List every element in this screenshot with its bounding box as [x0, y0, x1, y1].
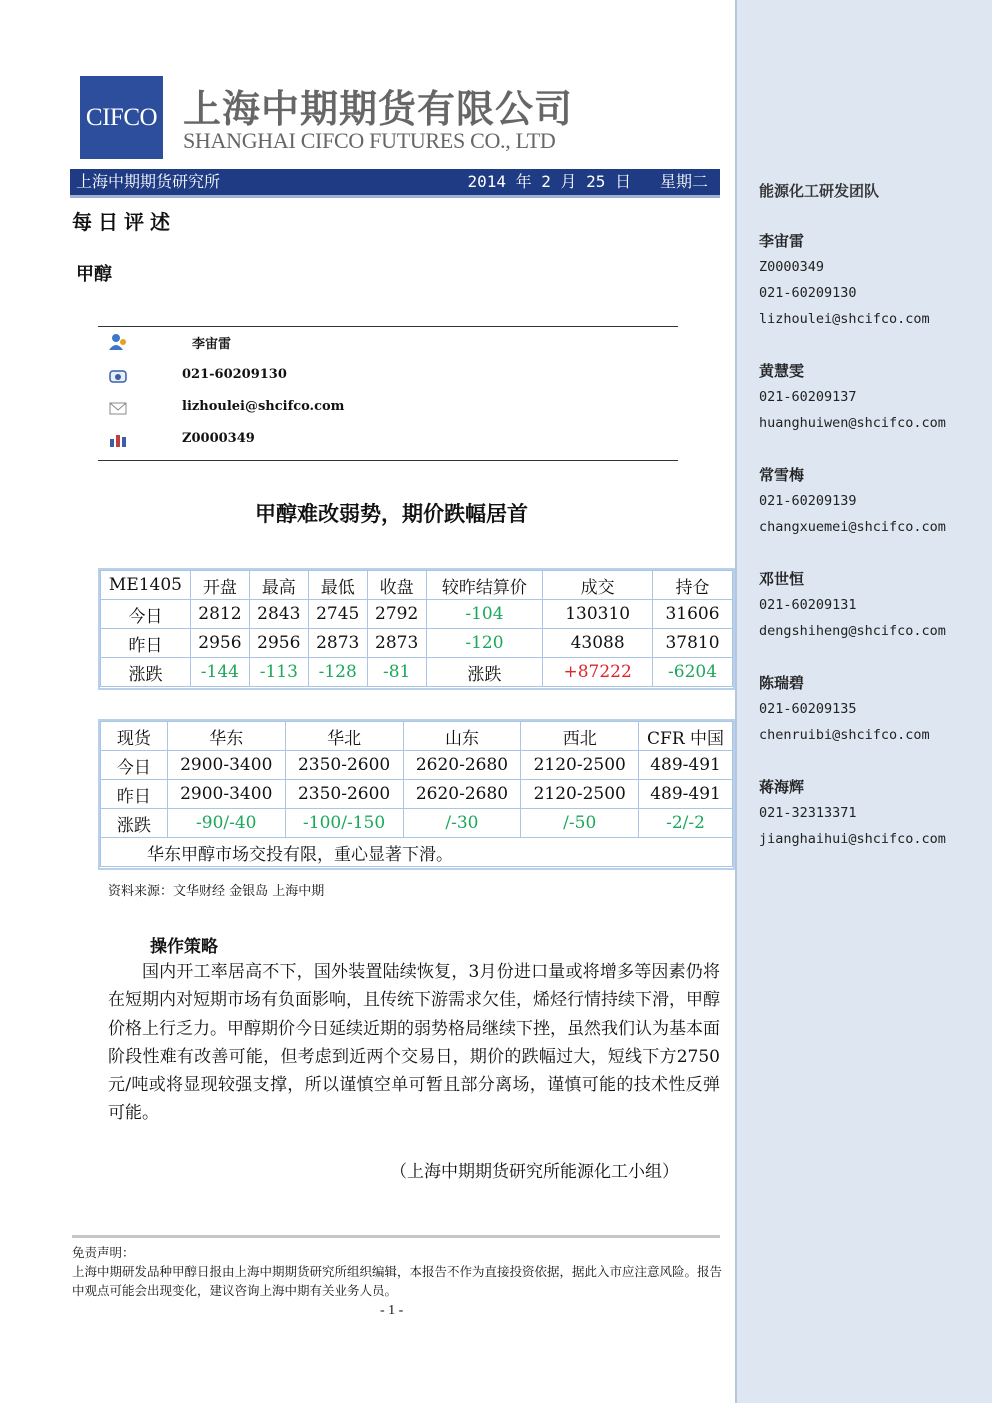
- report-header-bar: [70, 169, 720, 198]
- member-email[interactable]: jianghaihui@shcifco.com: [759, 831, 946, 847]
- table-cell: -81: [367, 658, 426, 687]
- table-cell: -113: [249, 658, 308, 687]
- company-logo: CIFCO: [80, 76, 163, 159]
- table-row: [101, 780, 733, 809]
- table-cell: -90/-40: [167, 809, 285, 838]
- table-cell: 2120-2500: [521, 751, 639, 780]
- member-license: Z0000349: [759, 259, 825, 275]
- table-cell: 涨跌: [426, 658, 543, 687]
- table-cell: 2620-2680: [403, 751, 521, 780]
- table-cell: +87222: [543, 658, 653, 687]
- table-cell: -6204: [653, 658, 733, 687]
- company-name-cn: 上海中期期货有限公司: [183, 87, 574, 131]
- table-cell: 2843: [249, 600, 308, 629]
- sidebar-title: 能源化工研发团队: [759, 182, 880, 200]
- team-member: [759, 774, 946, 852]
- header-cell: 山东: [403, 722, 521, 751]
- disclaimer-body: 上海中期研发品种甲醇日报由上海中期期货研究所组织编辑，本报告不作为直接投资依据，据此入市应注意风险。报告中观点可能会出现变化，建议咨询上海中期有关业务人员。: [72, 1264, 723, 1298]
- contact-email-row: [98, 397, 678, 423]
- table-row: [101, 658, 733, 687]
- table-row: [101, 809, 733, 838]
- member-phone: 021-60209135: [759, 701, 857, 717]
- member-name: 邓世恒: [759, 570, 805, 588]
- contact-license-row: [98, 429, 678, 455]
- table-cell: 2900-3400: [167, 780, 285, 809]
- spot-table: [100, 721, 733, 867]
- member-phone: 021-60209130: [759, 285, 857, 301]
- header-cell: 华东: [167, 722, 285, 751]
- table-cell: 2956: [249, 629, 308, 658]
- person-icon: [108, 333, 128, 351]
- table-row: [101, 600, 733, 629]
- footer-divider: [72, 1235, 720, 1238]
- futures-table: [100, 570, 733, 687]
- header-cell: 较昨结算价: [426, 571, 543, 600]
- header-cell: 最低: [308, 571, 367, 600]
- table-cell: -128: [308, 658, 367, 687]
- table-cell: 今日: [101, 751, 168, 780]
- member-phone: 021-60209131: [759, 597, 857, 613]
- team-member: [759, 462, 946, 540]
- section-title: 每日评述: [72, 210, 176, 234]
- member-email[interactable]: huanghuiwen@shcifco.com: [759, 415, 946, 431]
- table-cell: -2/-2: [639, 809, 733, 838]
- analyst-email[interactable]: lizhoulei@shcifco.com: [182, 399, 345, 414]
- member-email[interactable]: dengshiheng@shcifco.com: [759, 623, 946, 639]
- header-cell: 收盘: [367, 571, 426, 600]
- member-name: 黄慧雯: [759, 362, 805, 380]
- header-cell: CFR 中国: [639, 722, 733, 751]
- table-cell: 2120-2500: [521, 780, 639, 809]
- table-header-row: [101, 722, 733, 751]
- table-note-row: [101, 838, 733, 867]
- table-cell: -100/-150: [285, 809, 403, 838]
- table-cell: 43088: [543, 629, 653, 658]
- header-cell: 华北: [285, 722, 403, 751]
- analyst-name: 李宙雷: [192, 337, 232, 352]
- member-name: 常雪梅: [759, 466, 805, 484]
- member-email[interactable]: changxuemei@shcifco.com: [759, 519, 946, 535]
- strategy-title: 操作策略: [150, 937, 218, 957]
- table-cell: 2745: [308, 600, 367, 629]
- header-cell: ME1405: [101, 571, 191, 600]
- table-row: [101, 629, 733, 658]
- header-cell: 西北: [521, 722, 639, 751]
- date-text: 2014 年 2 月 25 日: [467, 172, 632, 191]
- member-email[interactable]: chenruibi@shcifco.com: [759, 727, 930, 743]
- table-cell: 2812: [190, 600, 249, 629]
- member-phone: 021-32313371: [759, 805, 857, 821]
- table-cell: 2900-3400: [167, 751, 285, 780]
- member-name: 李宙雷: [759, 232, 805, 250]
- contact-name-row: [98, 331, 678, 357]
- research-team-sidebar: [735, 0, 992, 1403]
- team-member: [759, 358, 946, 436]
- member-email[interactable]: lizhoulei@shcifco.com: [759, 311, 930, 327]
- header-cell: 开盘: [190, 571, 249, 600]
- table-cell: 涨跌: [101, 658, 191, 687]
- member-phone: 021-60209139: [759, 493, 857, 509]
- table-cell: 2620-2680: [403, 780, 521, 809]
- analyst-contact-box: [98, 326, 678, 461]
- bar-chart-icon: [108, 431, 128, 449]
- header-cell: 现货: [101, 722, 168, 751]
- report-headline: 甲醇难改弱势，期价跌幅居首: [255, 502, 528, 526]
- market-note: 华东甲醇市场交投有限，重心显著下滑。: [101, 838, 733, 867]
- table-cell: 489-491: [639, 751, 733, 780]
- report-date: [467, 169, 708, 195]
- header-cell: 持仓: [653, 571, 733, 600]
- member-name: 蒋海辉: [759, 778, 805, 796]
- table-cell: /-50: [521, 809, 639, 838]
- header-cell: 最高: [249, 571, 308, 600]
- envelope-icon: [108, 399, 128, 417]
- table-cell: -104: [426, 600, 543, 629]
- table-cell: 今日: [101, 600, 191, 629]
- contact-phone-row: [98, 365, 678, 391]
- analyst-phone: 021-60209130: [182, 367, 287, 382]
- team-member: [759, 228, 930, 332]
- page-number: - 1 -: [380, 1303, 404, 1318]
- table-row: [101, 751, 733, 780]
- table-cell: 2792: [367, 600, 426, 629]
- phone-icon: [108, 367, 128, 385]
- institute-name: 上海中期期货研究所: [76, 172, 221, 191]
- table-cell: -120: [426, 629, 543, 658]
- table-cell: 2956: [190, 629, 249, 658]
- table-cell: /-30: [403, 809, 521, 838]
- table-header-row: [101, 571, 733, 600]
- table-cell: 37810: [653, 629, 733, 658]
- table-cell: 2873: [367, 629, 426, 658]
- header-cell: 成交: [543, 571, 653, 600]
- table-cell: 2350-2600: [285, 751, 403, 780]
- table-cell: 涨跌: [101, 809, 168, 838]
- company-name-en: SHANGHAI CIFCO FUTURES CO., LTD: [183, 128, 556, 153]
- member-phone: 021-60209137: [759, 389, 857, 405]
- disclaimer-title: 免责声明：: [72, 1245, 135, 1260]
- table-cell: 130310: [543, 600, 653, 629]
- table-cell: 2873: [308, 629, 367, 658]
- table-cell: 489-491: [639, 780, 733, 809]
- table-cell: 昨日: [101, 780, 168, 809]
- team-member: [759, 566, 946, 644]
- team-member: [759, 670, 930, 748]
- product-name: 甲醇: [76, 264, 112, 285]
- table-cell: -144: [190, 658, 249, 687]
- member-name: 陈瑞碧: [759, 674, 805, 692]
- strategy-signature: （上海中期期货研究所能源化工小组）: [390, 1162, 679, 1182]
- table-cell: 昨日: [101, 629, 191, 658]
- data-source: 资料来源：文华财经 金银岛 上海中期: [108, 884, 325, 899]
- weekday-text: 星期二: [659, 172, 708, 191]
- analyst-license: Z0000349: [182, 431, 255, 446]
- table-cell: 31606: [653, 600, 733, 629]
- strategy-body: 国内开工率居高不下，国外装置陆续恢复，3月份进口量或将增多等因素仍将在短期内对短期市场有负面影响，且传统下游需求欠佳，烯烃行情持续下滑，甲醇价格上行乏力。甲醇期价今日延续近期的弱势格局继续下挫，虽然我们认为基本面阶段性难有改善可能，但考虑到近两个交易日，期价的跌幅过大，短线下方2750元/吨或将显现较强支撑，所以谨慎空单可暂且部分离场，谨慎可能的技术性反弹可能。: [108, 962, 720, 1124]
- table-cell: 2350-2600: [285, 780, 403, 809]
